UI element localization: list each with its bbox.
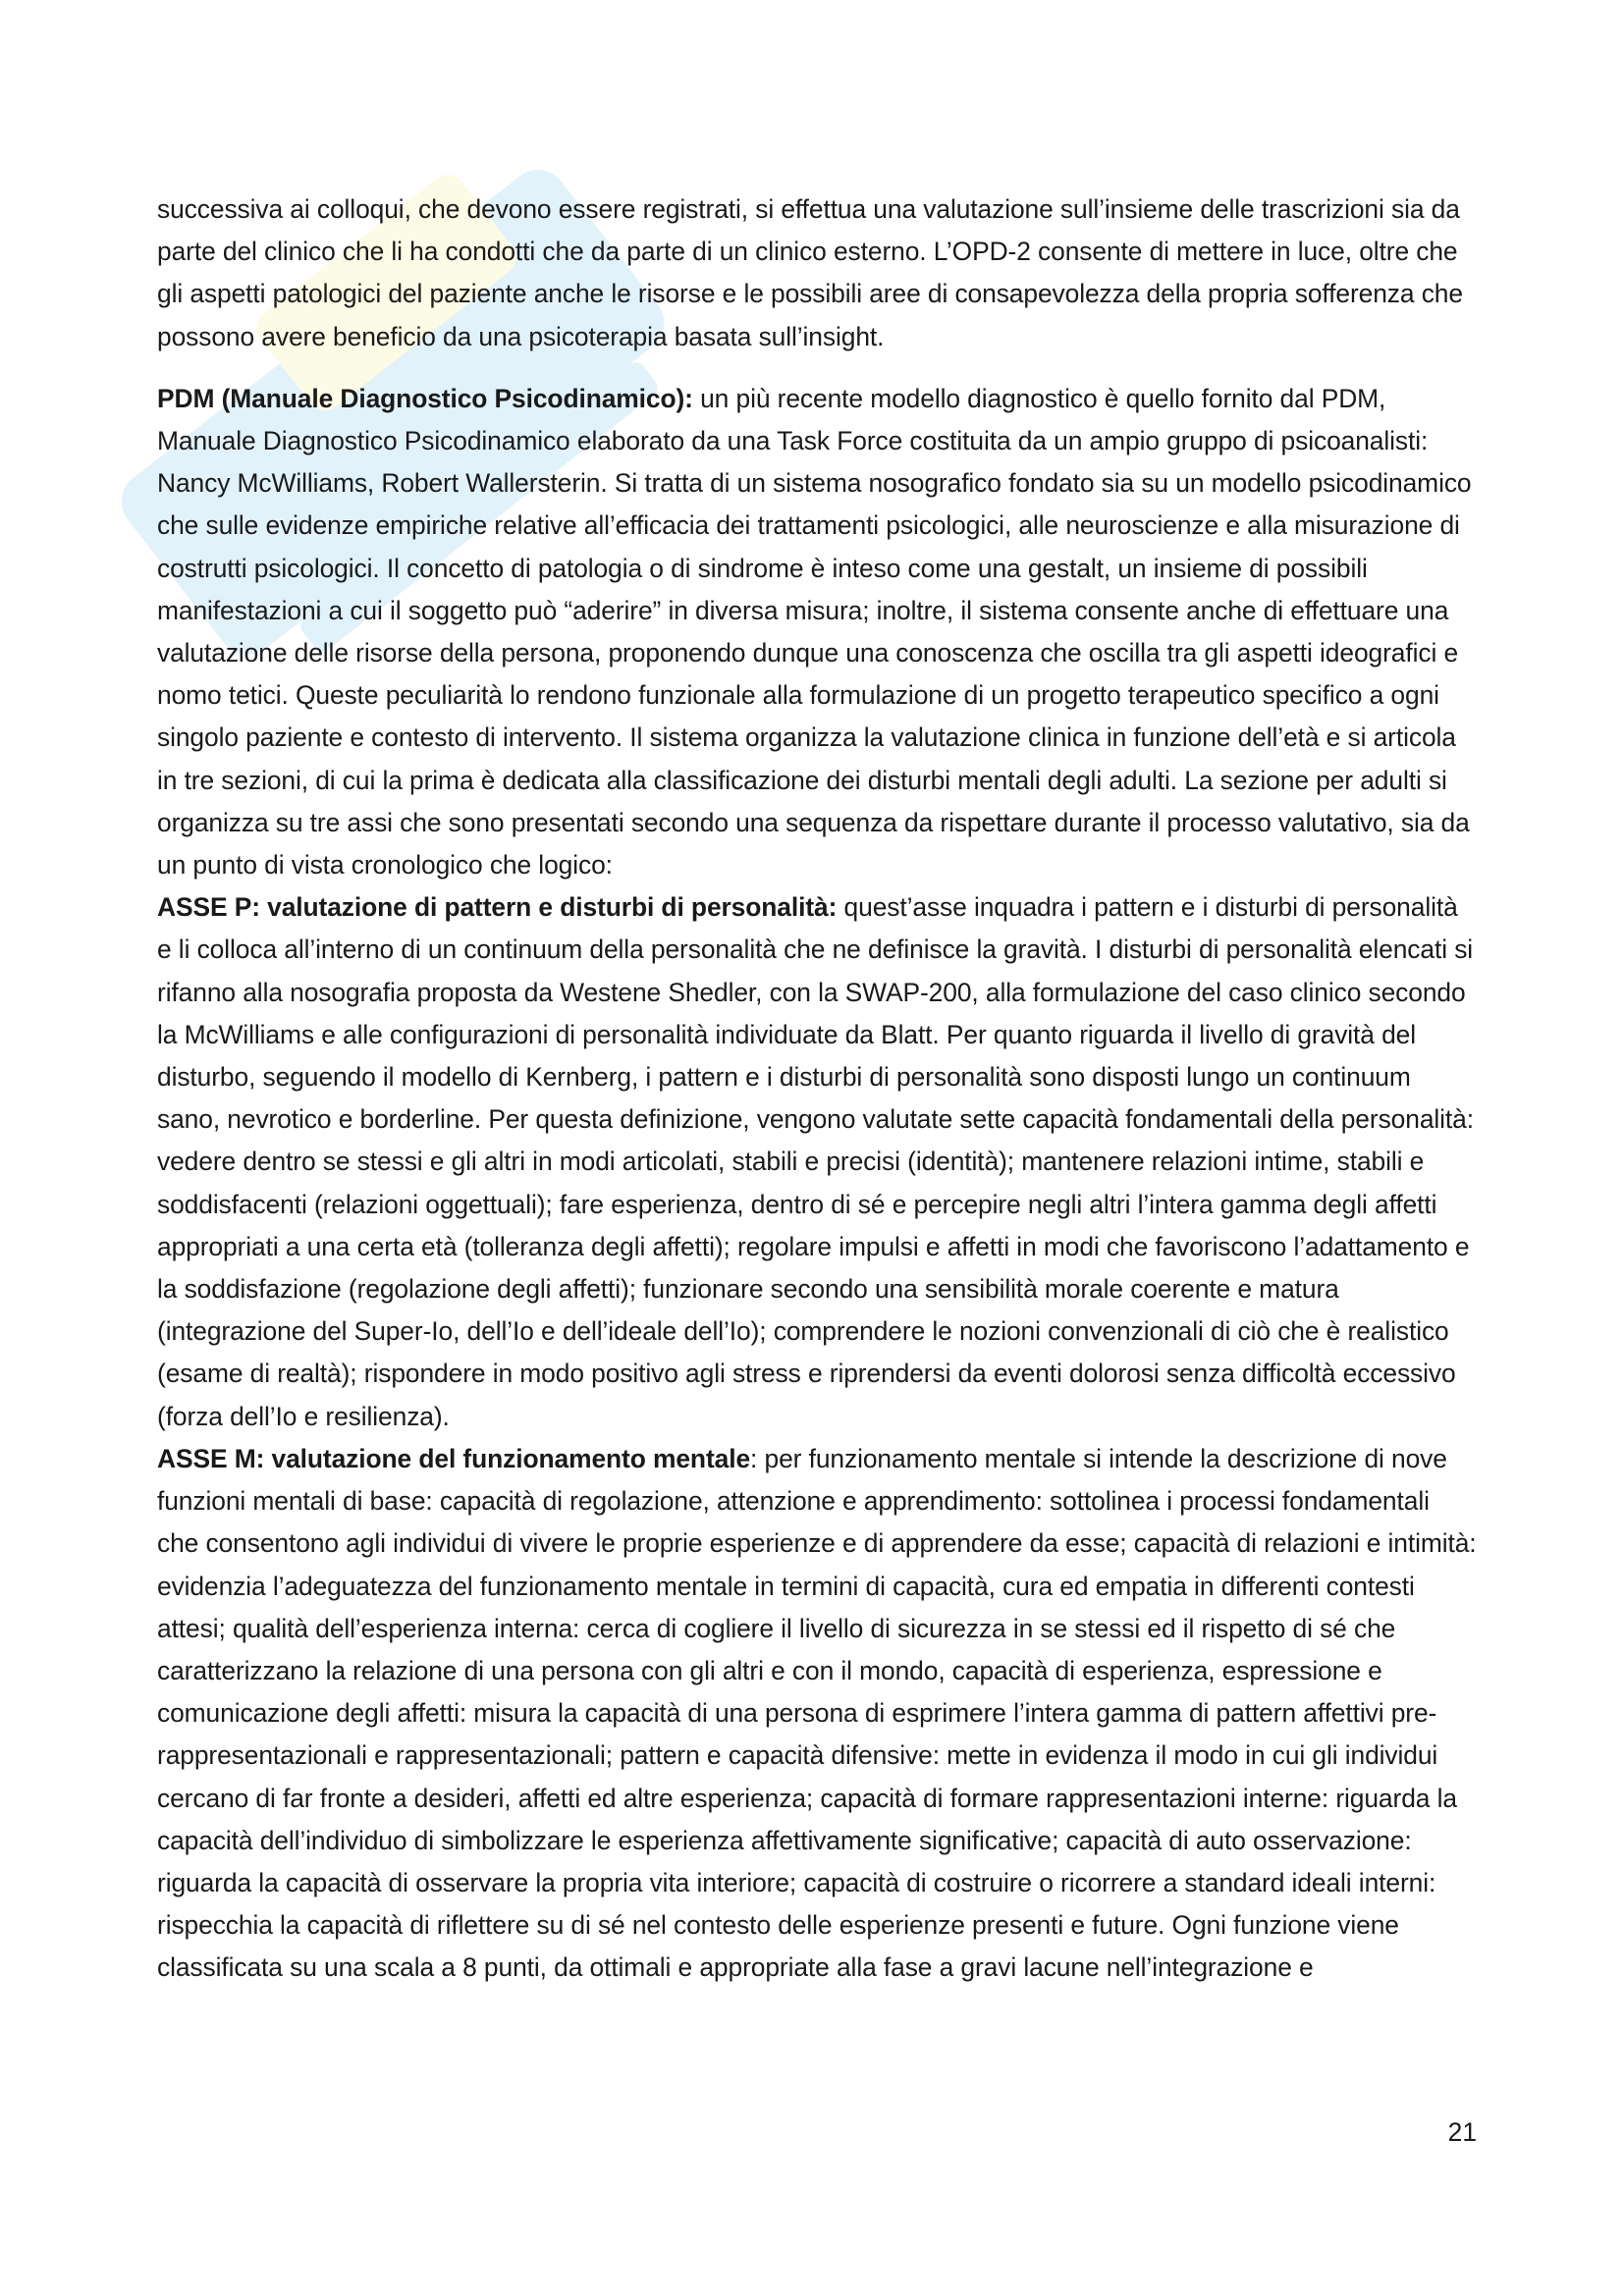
paragraph-asse-m — [157, 1438, 1478, 1990]
document-body — [157, 188, 1478, 1990]
asse-m-heading: ASSE M: valutazione del funzionamento mentale — [157, 1443, 751, 1473]
asse-p-text: quest’asse inquadra i pattern e i disturbi di personalità e li colloca all’interno di un continuum della personalità che ne definisce la gravità. I disturbi di personalità elencati si rifanno alla nosografia proposta da Westene Shedler, con la SWAP-200, alla formulazione del caso clinico secondo la McWilliams e alle configurazioni di personalità individuate da Blatt. Per quanto riguarda il livello di gravità del disturbo, seguendo il modello di Kernberg, i pattern e i disturbi di personalità sono disposti lungo un continuum sano, nevrotico e borderline. Per questa definizione, vengono valutate sette capacità fondamentali della personalità: vedere dentro se stessi e gli altri in modi articolati, stabili e precisi (identità); mantenere relazioni intime, stabili e soddisfacenti (relazioni oggettuali); fare esperienza, dentro di sé e percepire negli altri l’intera gamma degli affetti appropriati a una certa età (tolleranza degli affetti); regolare impulsi e affetti in modi che favoriscono l’adattamento e la soddisfazione (regolazione degli affetti); funzionare secondo una sensibilità morale coerente e matura (integrazione del Super-Io, dell’Io e dell’ideale dell’Io); comprendere le nozioni convenzionali di ciò che è realistico (esame di realtà); rispondere in modo positivo agli stress e riprendersi da eventi dolorosi senza difficoltà eccessivo (forza dell’Io e resilienza). — [157, 892, 1474, 1431]
asse-m-text: : per funzionamento mentale si intende la descrizione di nove funzioni mentali di base: capacità di regolazione, attenzione e apprendimento: sottolinea i processi fondamentali che consentono agli individui di vivere le proprie esperienze e di apprendere da esse; capacità di relazioni e intimità: evidenzia l’adeguatezza del funzionamento mentale in termini di capacità, cura ed empatia in differenti contesti attesi; qualità dell’esperienza interna: cerca di cogliere il livello di sicurezza in se stessi ed il rispetto di sé che caratterizzano la relazione di una persona con gli altri e con il mondo, capacità di esperienza, espressione e comunicazione degli affetti: misura la capacità di una persona di esprimere l’intera gamma di pattern affettivi pre-rappresentazionali e rappresentazionali; pattern e capacità difensive: mette in evidenza il modo in cui gli individui cercano di far fronte a desideri, affetti ed altre esperienza; capacità di formare rappresentazioni interne: riguarda la capacità dell’individuo di simbolizzare le esperienza affettivamente significative; capacità di auto osservazione: riguarda la capacità di osservare la propria vita interiore; capacità di costruire o ricorrere a standard ideali interni: rispecchia la capacità di riflettere su di sé nel contesto delle esperienze presenti e future. Ogni funzione viene classificata su una scala a 8 punti, da ottimali e appropriate alla fase a gravi lacune nell’integrazione e — [157, 1443, 1477, 1983]
pdm-text: un più recente modello diagnostico è quello fornito dal PDM, Manuale Diagnostico Psicodinamico elaborato da una Task Force costituita da un ampio gruppo di psicoanalisti: Nancy McWilliams, Robert Wallersterin. Si tratta di un sistema nosografico fondato sia su un modello psicodinamico che sulle evidenze empiriche relative all’efficacia dei trattamenti psicologici, alle neuroscienze e alla misurazione di costrutti psicologici. Il concetto di patologia o di sindrome è inteso come una gestalt, un insieme di possibili manifestazioni a cui il soggetto può “aderire” in diversa misura; inoltre, il sistema consente anche di effettuare una valutazione delle risorse della persona, proponendo dunque una conoscenza che oscilla tra gli aspetti ideografici e nomo tetici. Queste peculiarità lo rendono funzionale alla formulazione di un progetto terapeutico specifico a ogni singolo paziente e contesto di intervento. Il sistema organizza la valutazione clinica in funzione dell’età e si articola in tre sezioni, di cui la prima è dedicata alla classificazione dei disturbi mentali degli adulti. La sezione per adulti si organizza su tre assi che sono presentati secondo una sequenza da rispettare durante il processo valutativo, sia da un punto di vista cronologico che logico: — [157, 383, 1472, 881]
paragraph-pdm — [157, 378, 1478, 886]
page-number: 21 — [1447, 2117, 1477, 2147]
paragraph-intro: successiva ai colloqui, che devono essere registrati, si effettua una valutazione sull’insieme delle trascrizioni sia da parte del clinico che li ha condotti che da parte di un clinico esterno. L’OPD-2 consente di mettere in luce, oltre che gli aspetti patologici del paziente anche le risorse e le possibili aree di consapevolezza della propria sofferenza che possono avere beneficio da una psicoterapia basata sull’insight. — [157, 194, 1463, 351]
paragraph-asse-p — [157, 886, 1478, 1438]
asse-p-heading: ASSE P: valutazione di pattern e disturbi di personalità: — [157, 892, 838, 923]
pdm-heading: PDM (Manuale Diagnostico Psicodinamico): — [157, 383, 693, 413]
